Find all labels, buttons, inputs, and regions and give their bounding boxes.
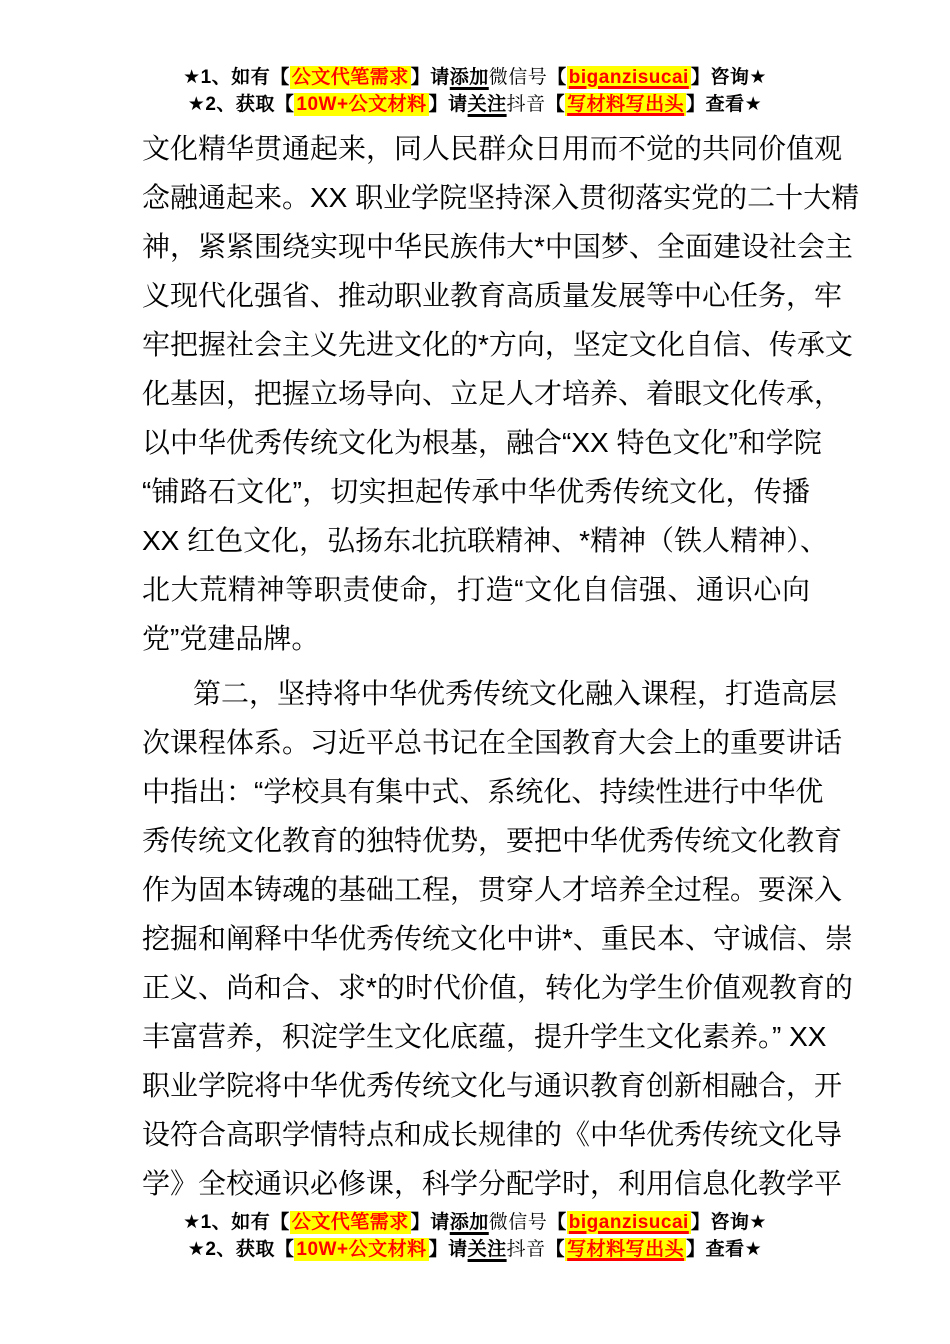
text-line: 丰富营养，积淀学生文化底蕴，提升学生文化素养。” XX <box>142 1021 827 1052</box>
text-line: 设符合高职学情特点和成长规律的《中华优秀传统文化导 <box>142 1119 843 1150</box>
text-line: 学》全校通识必修课，科学分配学时，利用信息化教学平 <box>142 1168 843 1199</box>
promo-text: 】请 <box>410 1212 450 1233</box>
paragraph <box>142 669 853 1208</box>
promo-text: 】请 <box>410 67 450 88</box>
promo-action-follow: 关注 <box>467 1239 507 1260</box>
promo-suffix-2: 】查看★ <box>686 94 763 115</box>
promo-highlight-materials: 10W+公文材料 <box>296 1239 427 1260</box>
document-body <box>142 124 860 1208</box>
promo-suffix-1: 】咨询★ <box>690 1212 767 1233</box>
text-line: 职业学院将中华优秀传统文化与通识教育创新相融合，开 <box>142 1070 843 1101</box>
promo-action-follow: 关注 <box>467 94 507 115</box>
promo-text-douyin: 抖音 <box>506 1239 546 1260</box>
promo-text-douyin: 抖音 <box>506 94 546 115</box>
text-line: 义现代化强省、推动职业教育高质量发展等中心任务，牢 <box>142 280 843 311</box>
promo-prefix-1: ★1、如有【 <box>183 67 290 88</box>
text-line: 正义、尚和合、求*的时代价值，转化为学生价值观教育的 <box>142 972 853 1003</box>
text-line: 第二，坚持将中华优秀传统文化融入课程，打造高层 <box>193 678 838 709</box>
text-line: 神，紧紧围绕实现中华民族伟大*中国梦、全面建设社会主 <box>142 231 853 262</box>
promo-prefix-1: ★1、如有【 <box>183 1212 290 1233</box>
text-line: 挖掘和阐释中华优秀传统文化中讲*、重民本、守诚信、崇 <box>142 923 853 954</box>
promo-banner-header <box>0 64 950 118</box>
promo-suffix-2: 】查看★ <box>686 1239 763 1260</box>
promo-text: 】请 <box>428 1239 468 1260</box>
promo-line <box>0 64 950 91</box>
promo-prefix-2: ★2、获取【 <box>187 1239 295 1260</box>
promo-banner-footer <box>0 1209 950 1263</box>
text-line: 秀传统文化教育的独特优势，要把中华优秀传统文化教育 <box>142 825 843 856</box>
promo-bracket: 【 <box>547 67 567 88</box>
promo-line <box>0 1236 950 1263</box>
wechat-id: biganzisucai <box>568 67 689 88</box>
text-line: 中指出：“学校具有集中式、系统化、持续性进行中华优 <box>142 776 824 807</box>
text-line: 化基因，把握立场导向、立足人才培养、着眼文化传承， <box>142 378 843 409</box>
promo-prefix-2: ★2、获取【 <box>187 94 295 115</box>
promo-highlight-materials: 10W+公文材料 <box>296 94 427 115</box>
text-line: 文化精华贯通起来，同人民群众日用而不觉的共同价值观 <box>142 133 843 164</box>
promo-highlight-writing-service: 公文代笔需求 <box>291 67 409 88</box>
promo-highlight-writing-service: 公文代笔需求 <box>291 1212 409 1233</box>
promo-text-wechat: 微信号 <box>488 1212 548 1233</box>
promo-bracket: 【 <box>545 1239 566 1260</box>
text-line: 以中华优秀传统文化为根基，融合“XX 特色文化”和学院 <box>142 427 822 458</box>
paragraph <box>142 124 860 663</box>
promo-line <box>0 91 950 118</box>
promo-text: 】请 <box>428 94 468 115</box>
text-line: 作为固本铸魂的基础工程，贯穿人才培养全过程。要深入 <box>142 874 843 905</box>
text-line: 党”党建品牌。 <box>142 623 320 654</box>
promo-bracket: 【 <box>545 94 566 115</box>
douyin-id: 写材料写出头 <box>567 1239 685 1260</box>
promo-bracket: 【 <box>547 1212 567 1233</box>
douyin-id: 写材料写出头 <box>567 94 685 115</box>
text-line: 念融通起来。XX 职业学院坚持深入贯彻落实党的二十大精 <box>142 182 860 213</box>
text-line: 北大荒精神等职责使命，打造“文化自信强、通识心向 <box>142 574 810 605</box>
promo-line <box>0 1209 950 1236</box>
text-line: XX 红色文化，弘扬东北抗联精神、*精神（铁人精神）、 <box>142 525 829 556</box>
wechat-id: biganzisucai <box>568 1212 689 1233</box>
promo-text-wechat: 微信号 <box>488 67 548 88</box>
promo-action-add: 添加 <box>449 67 489 88</box>
text-line: 次课程体系。习近平总书记在全国教育大会上的重要讲话 <box>142 727 843 758</box>
promo-action-add: 添加 <box>449 1212 489 1233</box>
promo-suffix-1: 】咨询★ <box>690 67 767 88</box>
text-line: “铺路石文化”，切实担起传承中华优秀传统文化，传播 <box>142 476 810 507</box>
text-line: 牢把握社会主义先进文化的*方向，坚定文化自信、传承文 <box>142 329 853 360</box>
